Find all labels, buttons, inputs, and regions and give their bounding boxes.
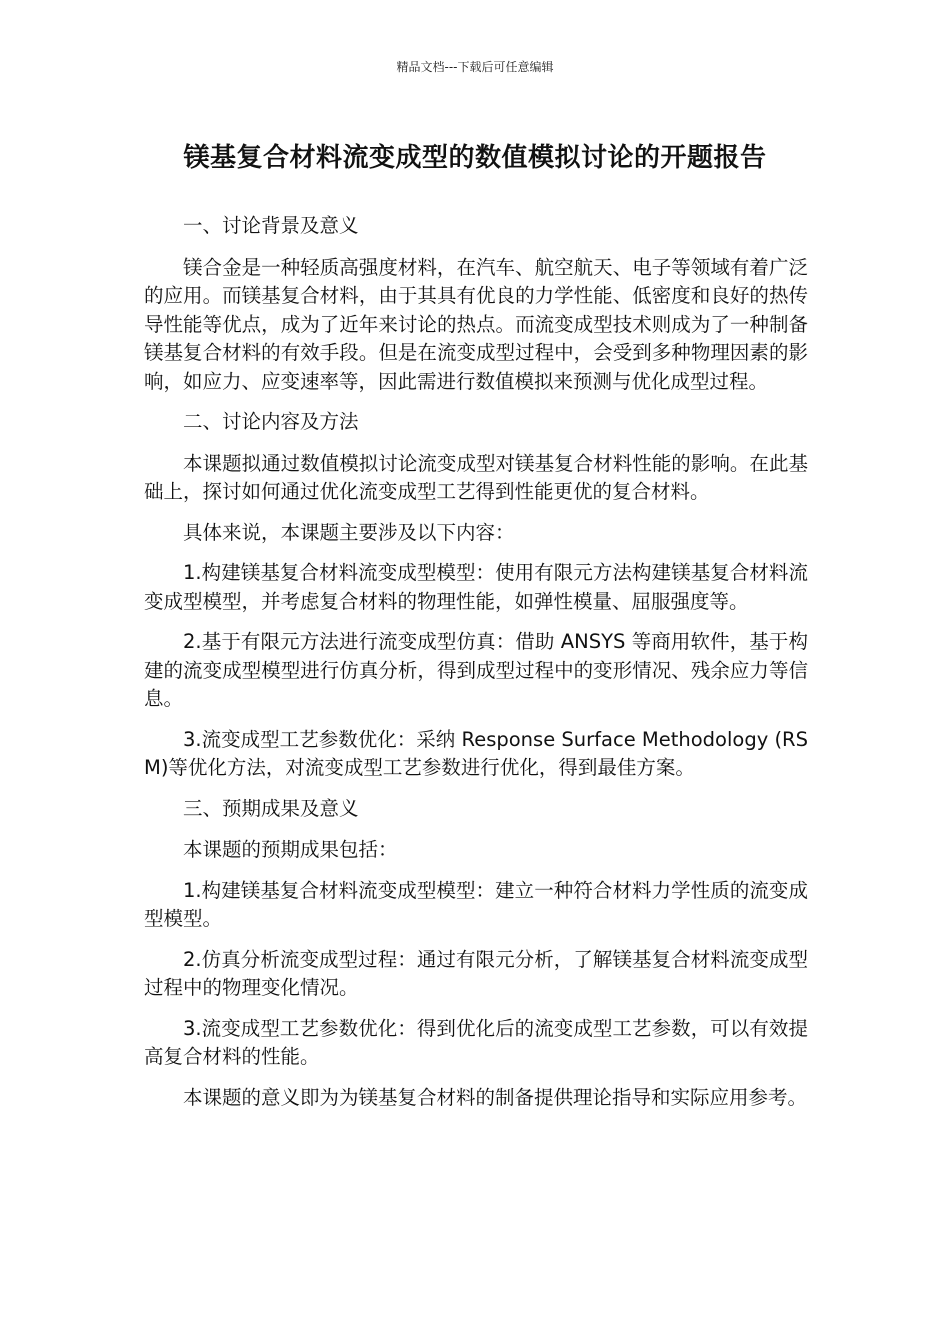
paragraph-background: 镁合金是一种轻质高强度材料，在汽车、航空航天、电子等领域有着广泛的应用。而镁基复合材料，由于其具有优良的力学性能、低密度和良好的热传导性能等优点，成为了近年来讨论的热点。而流变成型技术则成为了一种制备镁基复合材料的有效手段。但是在流变成型过程中，会受到多种物理因素的影响，如应力、应变速率等，因此需进行数值模拟来预测与优化成型过程。 — [144, 255, 808, 393]
list-item-content-3: 3.流变成型工艺参数优化：采纳 Response Surface Methodology (RSM)等优化方法，对流变成型工艺参数进行优化，得到最佳方案。 — [144, 727, 808, 779]
paragraph-content-intro: 具体来说，本课题主要涉及以下内容： — [183, 520, 515, 544]
document-body — [144, 212, 808, 1124]
document-title: 镁基复合材料流变成型的数值模拟讨论的开题报告 — [183, 143, 767, 173]
paragraph-significance: 本课题的意义即为为镁基复合材料的制备提供理论指导和实际应用参考。 — [183, 1085, 808, 1109]
list-item-outcome-2: 2.仿真分析流变成型过程：通过有限元分析，了解镁基复合材料流变成型过程中的物理变化情况。 — [144, 947, 808, 999]
list-item-outcome-1: 1.构建镁基复合材料流变成型模型：建立一种符合材料力学性质的流变成型模型。 — [144, 878, 808, 930]
section-heading-content-method: 二、讨论内容及方法 — [183, 410, 359, 433]
list-item-outcome-3: 3.流变成型工艺参数优化：得到优化后的流变成型工艺参数，可以有效提高复合材料的性能。 — [144, 1016, 808, 1068]
header-note: 精品文档---下载后可任意编辑 — [396, 60, 554, 74]
paragraph-research-aim: 本课题拟通过数值模拟讨论流变成型对镁基复合材料性能的影响。在此基础上，探讨如何通过优化流变成型工艺得到性能更优的复合材料。 — [144, 451, 808, 503]
section-heading-outcomes: 三、预期成果及意义 — [183, 796, 359, 820]
list-item-content-1: 1.构建镁基复合材料流变成型模型：使用有限元方法构建镁基复合材料流变成型模型，并考虑复合材料的物理性能，如弹性模量、屈服强度等。 — [144, 561, 808, 613]
section-heading-background: 一、讨论背景及意义 — [183, 214, 359, 237]
paragraph-outcomes-intro: 本课题的预期成果包括： — [183, 838, 398, 861]
list-item-content-2: 2.基于有限元方法进行流变成型仿真：借助 ANSYS 等商用软件，基于构建的流变成型模型进行仿真分析，得到成型过程中的变形情况、残余应力等信息。 — [144, 630, 808, 710]
